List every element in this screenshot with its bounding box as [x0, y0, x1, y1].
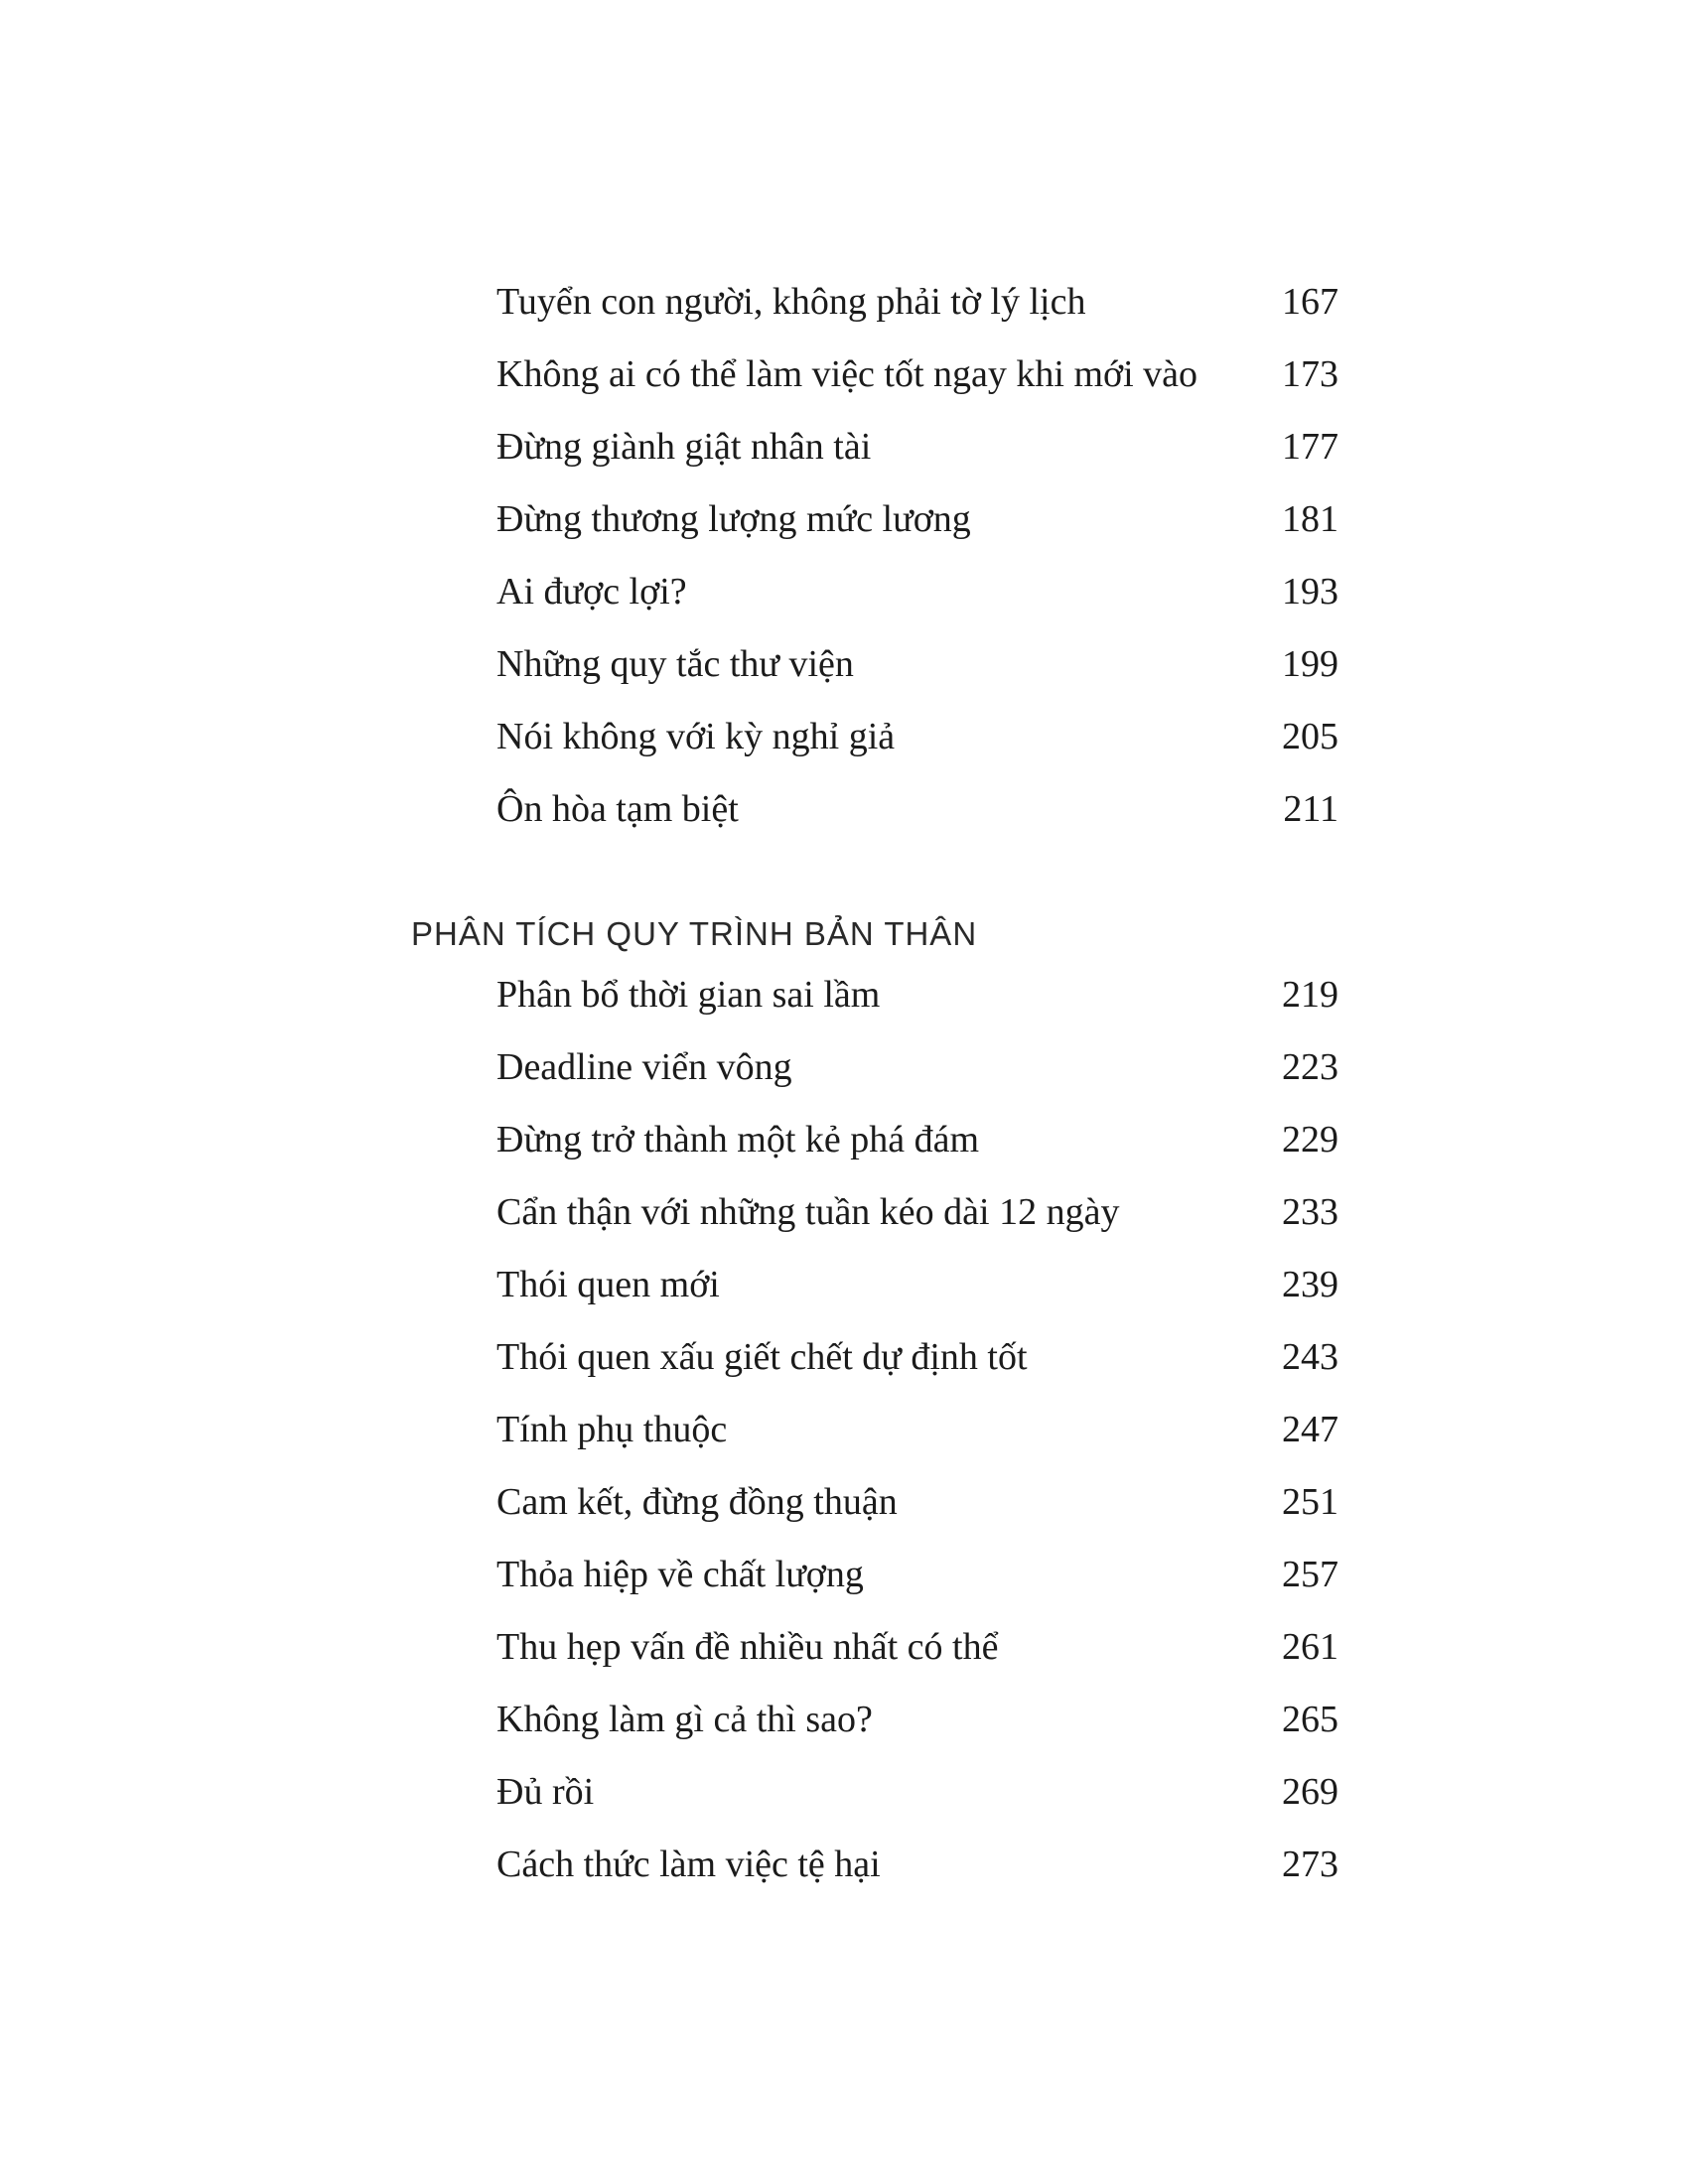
entry-page: 199 [1282, 643, 1338, 685]
entry-title: Tính phụ thuộc [496, 1409, 728, 1450]
entry-page: 251 [1282, 1481, 1338, 1523]
entry-title: Không ai có thể làm việc tốt ngay khi mới vào [496, 353, 1198, 395]
entry-title: Ai được lợi? [496, 571, 687, 613]
entry-title: Không làm gì cả thì sao? [496, 1699, 873, 1740]
toc-entry [496, 1263, 1338, 1335]
entry-title: Đừng trở thành một kẻ phá đám [496, 1119, 980, 1160]
toc-entry [496, 425, 1338, 497]
toc-entry [496, 1190, 1338, 1263]
entry-title: Thói quen mới [496, 1264, 720, 1305]
entry-title: Đừng giành giật nhân tài [496, 426, 872, 468]
toc-entry [496, 1335, 1338, 1408]
entry-title: Cam kết, đừng đồng thuận [496, 1481, 898, 1523]
toc-entry [496, 1770, 1338, 1843]
toc-entry [496, 1408, 1338, 1480]
toc-entry [496, 1118, 1338, 1190]
toc-entry [496, 1698, 1338, 1770]
entry-title: Đừng thương lượng mức lương [496, 498, 971, 540]
entry-title: Ôn hòa tạm biệt [496, 788, 739, 830]
entry-title: Thu hẹp vấn đề nhiều nhất có thể [496, 1626, 999, 1668]
entry-title: Thói quen xấu giết chết dự định tốt [496, 1336, 1028, 1378]
toc-entry [496, 1625, 1338, 1698]
entry-page: 269 [1282, 1771, 1338, 1813]
entry-page: 247 [1282, 1409, 1338, 1450]
entry-page: 261 [1282, 1626, 1338, 1668]
entry-title: Nói không với kỳ nghỉ giả [496, 716, 896, 757]
table-of-contents [411, 280, 1338, 1915]
toc-entry [496, 352, 1338, 425]
toc-entry [496, 715, 1338, 787]
entry-title: Tuyển con người, không phải tờ lý lịch [496, 281, 1086, 323]
entry-page: 167 [1282, 281, 1338, 323]
entry-page: 193 [1282, 571, 1338, 613]
entry-page: 223 [1282, 1046, 1338, 1088]
toc-entry [496, 1045, 1338, 1118]
entry-title: Phân bổ thời gian sai lầm [496, 974, 881, 1016]
toc-entry [496, 497, 1338, 570]
entry-page: 211 [1283, 788, 1338, 830]
toc-entry [496, 973, 1338, 1045]
entry-page: 273 [1282, 1843, 1338, 1885]
entry-page: 243 [1282, 1336, 1338, 1378]
toc-entry [496, 280, 1338, 352]
toc-entry [496, 1843, 1338, 1915]
entry-title: Những quy tắc thư viện [496, 643, 854, 685]
entry-page: 239 [1282, 1264, 1338, 1305]
entry-page: 219 [1282, 974, 1338, 1016]
entry-page: 257 [1282, 1554, 1338, 1595]
toc-entry [496, 1553, 1338, 1625]
entry-title: Deadline viển vông [496, 1046, 792, 1088]
entry-page: 177 [1282, 426, 1338, 468]
entry-page: 173 [1282, 353, 1338, 395]
toc-entry [496, 570, 1338, 642]
toc-entry [496, 642, 1338, 715]
toc-entry [496, 1480, 1338, 1553]
entry-page: 265 [1282, 1699, 1338, 1740]
section-heading: PHÂN TÍCH QUY TRÌNH BẢN THÂN [411, 915, 978, 952]
entry-page: 229 [1282, 1119, 1338, 1160]
entry-page: 233 [1282, 1191, 1338, 1233]
entry-title: Cách thức làm việc tệ hại [496, 1843, 881, 1885]
entry-title: Cẩn thận với những tuần kéo dài 12 ngày [496, 1191, 1120, 1233]
toc-entry [496, 787, 1338, 860]
entry-page: 205 [1282, 716, 1338, 757]
entry-title: Thỏa hiệp về chất lượng [496, 1554, 864, 1595]
entry-page: 181 [1282, 498, 1338, 540]
entry-title: Đủ rồi [496, 1771, 595, 1813]
